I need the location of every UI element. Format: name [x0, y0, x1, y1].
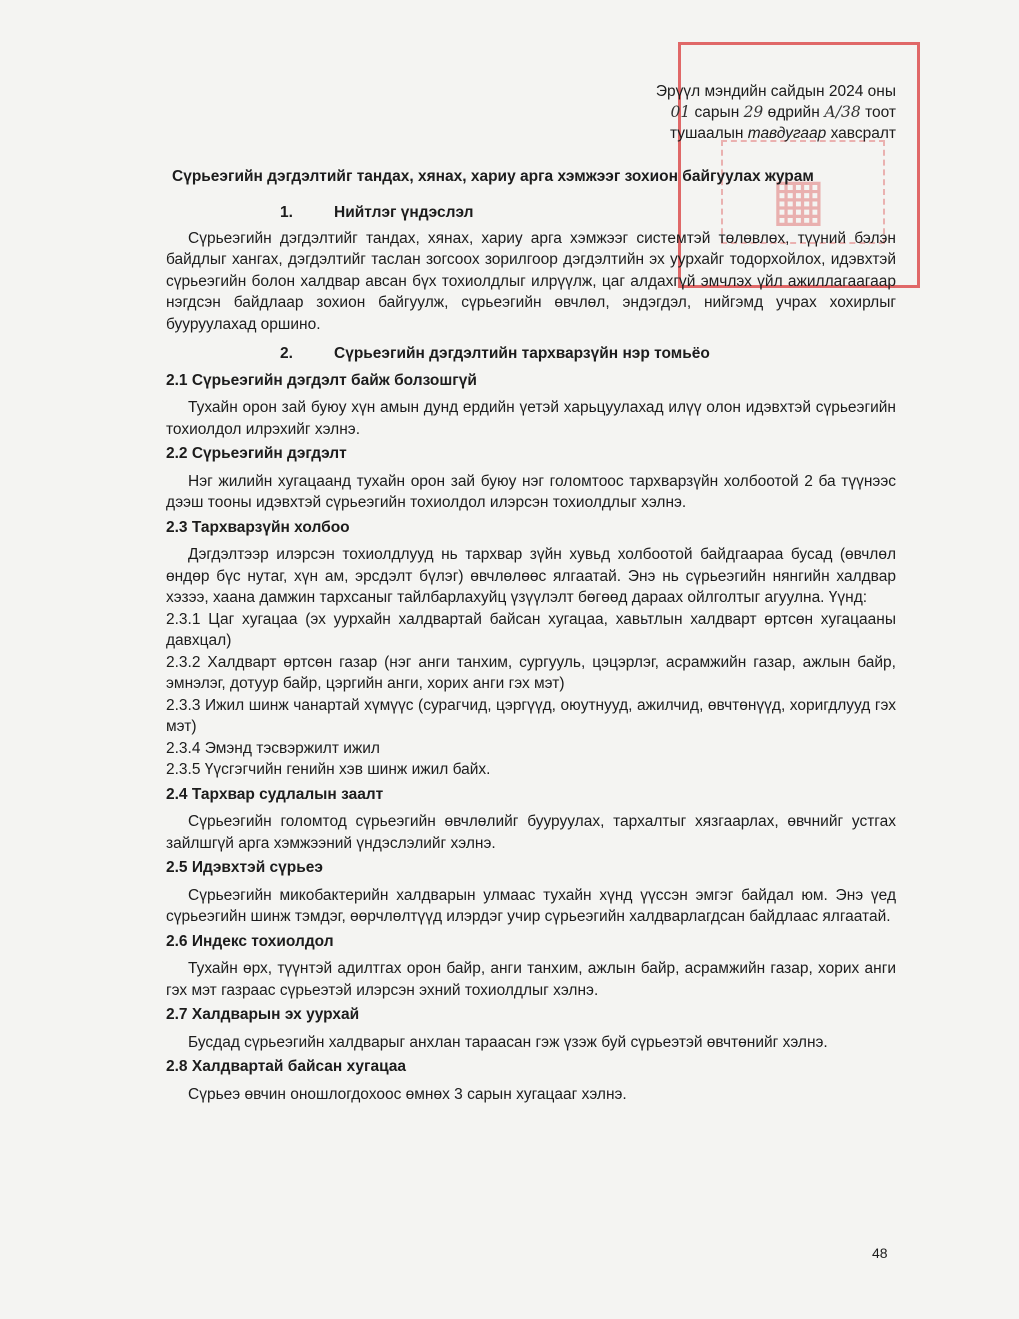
subsection-paragraph: Дэгдэлтээр илэрсэн тохиолдлууд нь тархвар зүйн хувьд холбоотой байдгаараа бусад (өвчлөл өндөр бүс нутаг, хүн ам, эрсдэлт бүлэг) өвчлөлөөс ялгаатай. Энэ нь сүрьеэгийн нянгийн халдвар хэзээ, хаана дамжин тархсаныг тайлбарлахуйц үзүүлэлт бөгөөд дараах ойлголтыг агуулна. Үүнд:	[166, 546, 896, 606]
subsection-paragraph: Сүрьеэгийн микобактерийн халдварын улмаас тухайн хүнд үүссэн эмгэг байдал юм. Энэ үед сүрьеэгийн шинж тэмдэг, өөрчлөлтүүд илэрдэг учир сүрьеэгийн халдварлагдсан байдлаас ялгаатай.	[166, 886, 896, 925]
subsection-paragraph: Нэг жилийн хугацаанд тухайн орон зай буюу нэг голомтоос тархварзүйн холбоотой 2 ба түүнээс дээш тооны идэвхтэй сүрьеэгийн тохиолдол илэрсэн тохиолдлыг хэлнэ.	[166, 472, 896, 511]
section-1-title: Нийтлэг үндэслэл	[334, 204, 474, 221]
section-1-heading	[166, 202, 896, 224]
appendix-note-ministry: Эрүүл мэндийн сайдын 2024 оны	[655, 83, 896, 100]
subsection-2-2	[166, 443, 896, 514]
section-1-number: 1.	[280, 204, 293, 221]
handwritten-order-number: А/38	[824, 103, 861, 121]
section-2-title: Сүрьеэгийн дэгдэлтийн тархварзүйн нэр томьёо	[334, 345, 710, 362]
subsection-2-7	[166, 1004, 896, 1053]
handwritten-month: 01	[670, 103, 691, 121]
appendix-note-order: тушаалын	[669, 125, 748, 142]
appendix-note	[556, 81, 896, 144]
subsection-heading: 2.8 Халдвартай байсан хугацаа	[166, 1058, 407, 1075]
subsection-paragraph: Сүрьеэгийн голомтод сүрьеэгийн өвчлөлийг бууруулах, тархалтыг хязгаарлах, өвчнийг устгах зайлшгүй арга хэмжээний үндэслэлийг хэлнэ.	[166, 813, 896, 852]
list-item: 2.3.1 Цаг хугацаа (эх уурхайн халдвартай байсан хугацаа, хавьтлын халдварт өртсөн хугацааны давхцал)	[166, 610, 896, 649]
section-2-number: 2.	[280, 345, 293, 362]
stamp-seal-mark: ▦	[771, 165, 830, 233]
subsection-paragraph: Тухайн орон зай буюу хүн амын дунд ердийн үетэй харьцуулахад илүү олон идэвхтэй сүрьеэгийн тохиолдол илрэхийг хэлнэ.	[166, 399, 896, 438]
subsection-2-6	[166, 931, 896, 1002]
handwritten-day: 29	[743, 103, 764, 121]
subsection-heading: 2.2 Сүрьеэгийн дэгдэлт	[166, 445, 347, 462]
section-1-paragraph: Сүрьеэгийн дэгдэлтийг тандах, хянах, хариу арга хэмжээг системтэй төлөвлөх, түүний бэлэн байдлыг хангах, дэгдэлтийг таслан зогсоох зорилгоор дэгдэлтийн эх уурхайг тодорхойлох, идэвхтэй сүрьеэгийн болон халдвар авсан бүх тохиолдлыг илрүүлж, цаг алдахгүй эмчлэх үйл ажиллагаагаар нэгдсэн байдлаар зохион байгуулж, сүрьеэгийн өвчлөл, эндэгдэл, нийгэмд учрах хохирлыг бууруулахад оршино.	[166, 229, 896, 333]
appendix-note-line3	[556, 123, 896, 144]
page-number: 48	[872, 1245, 888, 1261]
subsection-2-1	[166, 370, 896, 441]
subsection-heading: 2.5 Идэвхтэй сүрьеэ	[166, 859, 323, 876]
list-item: 2.3.4 Эмэнд тэсвэржилт ижил	[166, 739, 380, 757]
list-item: 2.3.5 Үүсгэгчийн генийн хэв шинж ижил байх.	[166, 761, 491, 778]
subsection-heading: 2.1 Сүрьеэгийн дэгдэлт байж болзошгүй	[166, 371, 477, 389]
appendix-note-ordinal: тавдугаар	[747, 125, 827, 142]
appendix-note-line1	[556, 81, 896, 102]
appendix-note-month-label: сарын	[690, 104, 744, 121]
subsection-paragraph: Сүрьеэ өвчин оношлогдохоос өмнөх 3 сарын хугацааг хэлнэ.	[188, 1085, 627, 1103]
subsection-2-3	[166, 517, 896, 781]
subsection-paragraph: Бусдад сүрьеэгийн халдварыг анхлан тараасан гэж үзэж буй сүрьеэтэй өвчтөнийг хэлнэ.	[188, 1033, 828, 1051]
subsection-paragraph: Тухайн өрх, түүнтэй адилтгах орон байр, анги танхим, ажлын байр, асрамжийн газар, хорих анги гэх мэт газраас сүрьеэтэй илэрсэн эхний тохиолдлыг хэлнэ.	[166, 960, 896, 999]
document-title: Сүрьеэгийн дэгдэлтийг тандах, хянах, хариу арга хэмжээг зохион байгуулах журам	[172, 168, 814, 185]
appendix-note-appendix: хавсралт	[826, 125, 896, 142]
subsection-2-4	[166, 784, 896, 855]
document-body	[166, 202, 896, 1107]
subsection-heading: 2.3 Тархварзүйн холбоо	[166, 518, 350, 536]
section-2-heading	[166, 343, 896, 365]
subsection-heading: 2.4 Тархвар судлалын заалт	[166, 785, 384, 803]
appendix-note-day-label: өдрийн	[763, 104, 825, 121]
subsection-heading: 2.6 Индекс тохиолдол	[166, 932, 334, 950]
list-item: 2.3.3 Ижил шинж чанартай хүмүүс (сурагчид, цэргүүд, оюутнууд, ажилчид, өвчтөнүүд, хоригдлууд гэх мэт)	[166, 696, 896, 735]
subsection-2-8	[166, 1056, 896, 1105]
list-item: 2.3.2 Халдварт өртсөн газар (нэг анги танхим, сургууль, цэцэрлэг, асрамжийн газар, ажлын байр, эмнэлэг, дотуур байр, цэргийн анги, хорих анги гэх мэт)	[166, 653, 896, 692]
appendix-note-number-label: тоот	[860, 104, 896, 121]
subsection-heading: 2.7 Халдварын эх уурхай	[166, 1006, 360, 1023]
appendix-note-line2	[556, 102, 896, 123]
subsection-2-5	[166, 857, 896, 928]
